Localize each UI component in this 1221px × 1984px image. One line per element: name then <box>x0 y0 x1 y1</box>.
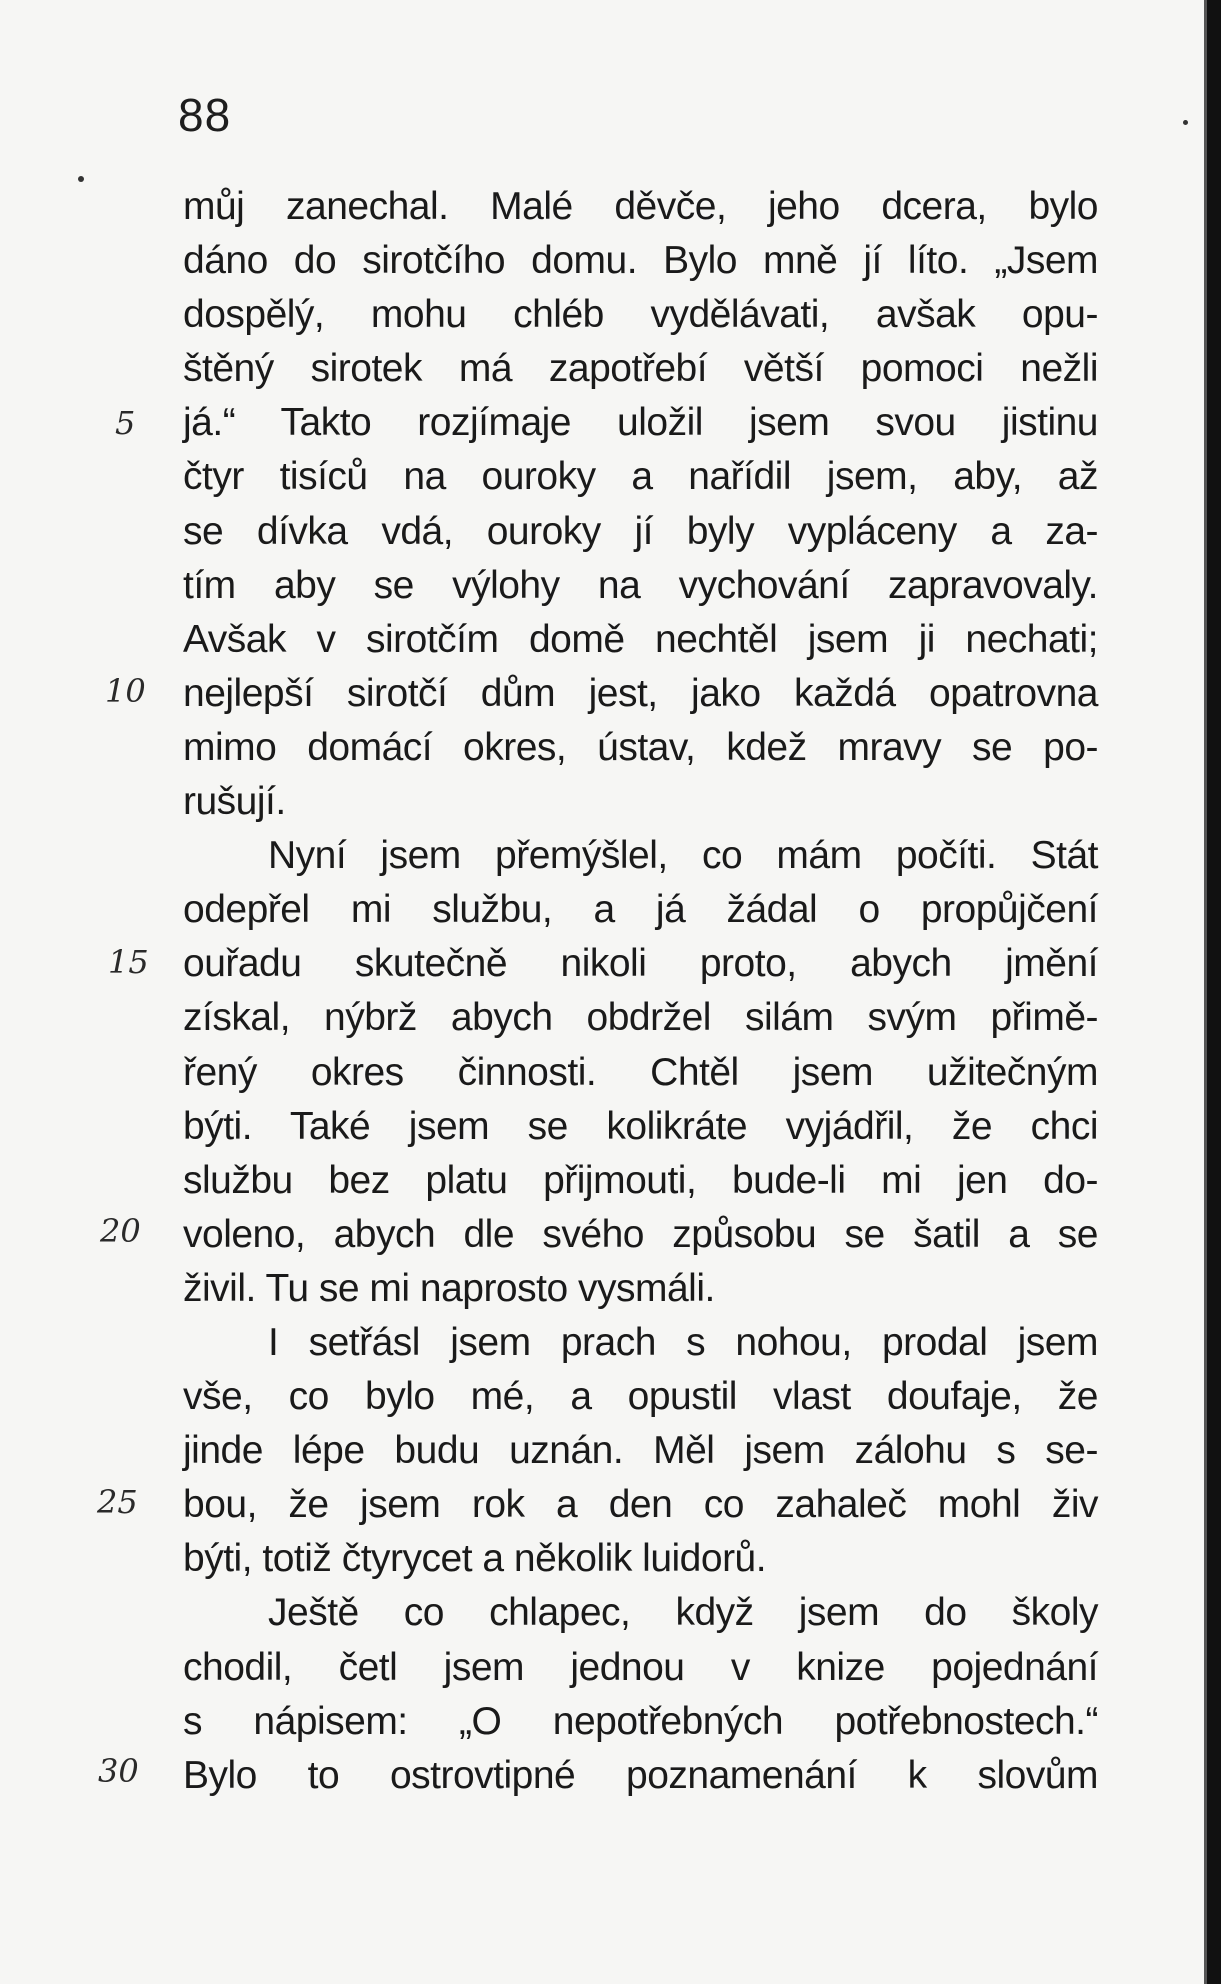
text-line: odepřel mi službu, a já žádal o propůjčení <box>183 888 1098 932</box>
text-line: já.“ Takto rozjímaje uložil jsem svou jistinu <box>183 401 1098 445</box>
text-line: jinde lépe budu uznán. Měl jsem zálohu s se- <box>183 1429 1098 1473</box>
text-line: nejlepší sirotčí dům jest, jako každá opatrovna <box>183 671 1098 715</box>
text-line: čtyr tisíců na ouroky a nařídil jsem, aby, až <box>183 455 1098 499</box>
text-line: živil. Tu se mi naprosto vysmáli. <box>183 1266 715 1310</box>
text-line: dáno do sirotčího domu. Bylo mně jí líto. „Jsem <box>183 239 1098 283</box>
text-line: dospělý, mohu chléb vydělávati, avšak opu- <box>183 293 1098 337</box>
margin-note-30: 30 <box>98 1752 139 1790</box>
margin-note-10: 10 <box>105 672 146 710</box>
text-line: bou, že jsem rok a den co zahaleč mohl živ <box>183 1483 1098 1527</box>
text-line: vše, co bylo mé, a opustil vlast doufaje, že <box>183 1375 1098 1419</box>
text-line: službu bez platu přijmouti, bude-li mi jen do- <box>183 1158 1098 1202</box>
page-edge <box>1207 0 1221 1984</box>
text-line: býti, totiž čtyrycet a několik luidorů. <box>183 1537 767 1581</box>
scan-speck <box>1183 120 1188 125</box>
scan-speck <box>78 176 84 182</box>
text-line: štěný sirotek má zapotřebí větší pomoci nežli <box>183 347 1098 391</box>
text-line: I setřásl jsem prach s nohou, prodal jsem <box>268 1320 1098 1364</box>
body-text <box>183 180 1098 1803</box>
margin-note-5: 5 <box>115 404 136 442</box>
page-number: 88 <box>178 89 232 141</box>
text-line: s nápisem: „O nepotřebných potřebnostech.“ <box>183 1699 1098 1743</box>
text-line: Bylo to ostrovtipné poznamenání k slovům <box>183 1753 1098 1797</box>
text-line: býti. Také jsem se kolikráte vyjádřil, že chci <box>183 1104 1098 1148</box>
margin-note-15: 15 <box>108 943 149 981</box>
text-line: ouřadu skutečně nikoli proto, abych jmění <box>183 942 1098 986</box>
text-line: se dívka vdá, ouroky jí byly vypláceny a za- <box>183 509 1098 553</box>
text-line: Avšak v sirotčím domě nechtěl jsem ji nechati; <box>183 617 1098 661</box>
text-line: mimo domácí okres, ústav, kdež mravy se po- <box>183 725 1098 769</box>
text-line: tím aby se výlohy na vychování zapravovaly. <box>183 563 1098 607</box>
text-line: Ještě co chlapec, když jsem do školy <box>268 1591 1098 1635</box>
margin-note-20: 20 <box>100 1212 141 1250</box>
margin-note-25: 25 <box>97 1483 138 1521</box>
text-line: voleno, abych dle svého způsobu se šatil a se <box>183 1212 1098 1256</box>
text-line: rušují. <box>183 780 286 824</box>
text-line: chodil, četl jsem jednou v knize pojednání <box>183 1645 1098 1689</box>
text-line: řený okres činnosti. Chtěl jsem užitečným <box>183 1050 1098 1094</box>
text-line: můj zanechal. Malé děvče, jeho dcera, bylo <box>183 185 1098 228</box>
text-line: Nyní jsem přemýšlel, co mám počíti. Stát <box>268 834 1098 878</box>
text-line: získal, nýbrž abych obdržel silám svým přimě- <box>183 996 1098 1040</box>
